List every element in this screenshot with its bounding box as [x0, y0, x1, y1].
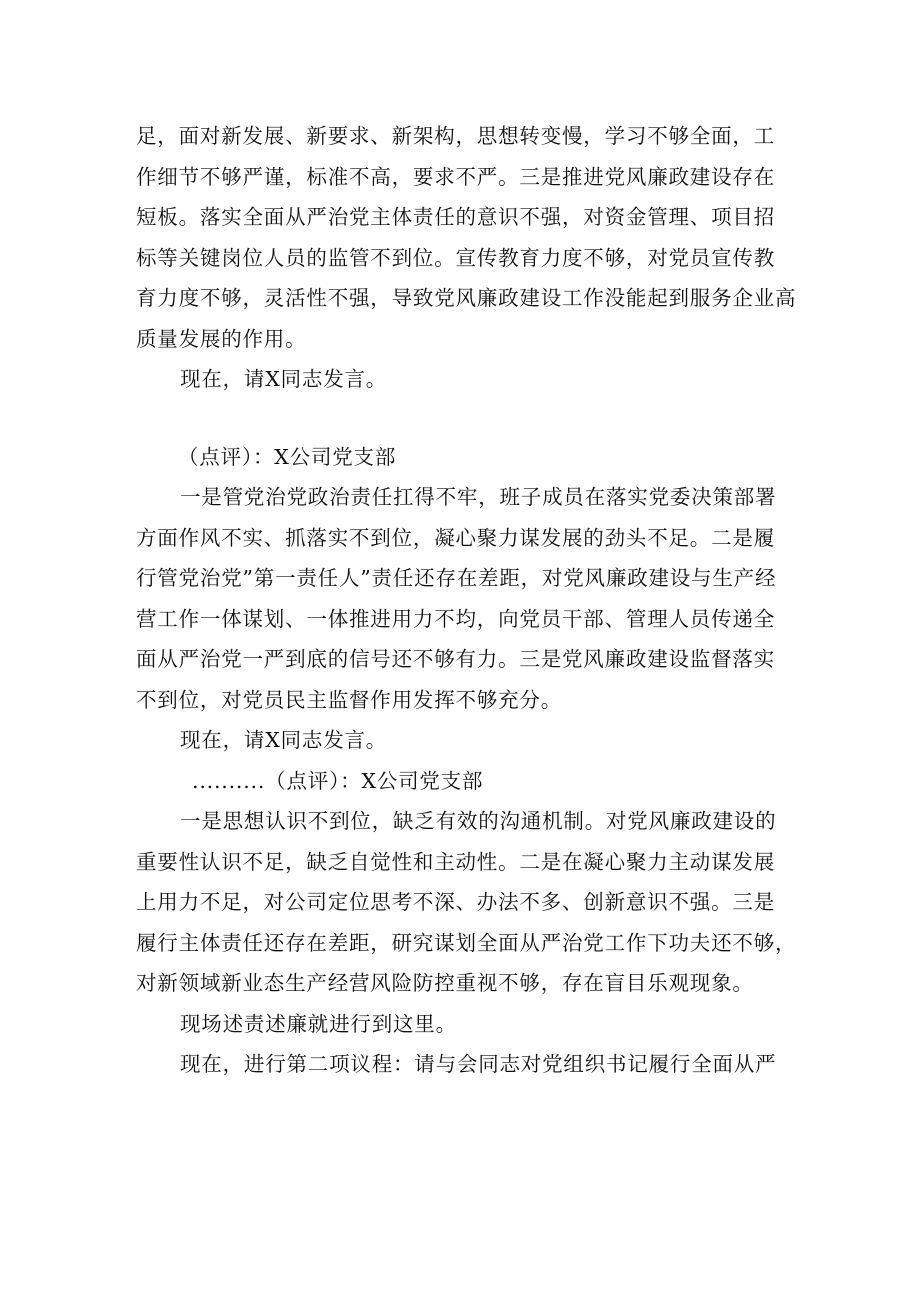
comment-1-line-4: 营工作一体谋划、一体推进用力不均，向党员干部、管理人员传递全	[136, 606, 775, 631]
comment-2-line-4: 履行主体责任还存在差距，研究谋划全面从严治党工作下功夫还不够，	[136, 930, 797, 955]
paragraph-line-1: 足，面对新发展、新要求、新架构，思想转变慢，学习不够全面，工	[136, 124, 775, 148]
comment-2-line-2: 重要性认识不足，缺乏自觉性和主动性。二是在凝心聚力主动谋发展	[136, 849, 775, 874]
comment-1-line-6: 不到位，对党员民主监督作用发挥不够充分。	[136, 687, 562, 712]
paragraph-line-4: 标等关键岗位人员的监管不到位。宣传教育力度不够，对党员宣传教	[136, 245, 775, 270]
comment-2-line-1: 一是思想认识不到位，缺乏有效的沟通机制。对党风廉政建设的	[180, 809, 777, 833]
comment-1-line-3: 行管党治党”第一责任人”责任还存在差距，对党风廉政建设与生产经	[136, 566, 777, 590]
comment-1-line-1: 一是管党治党政治责任扛得不牢，班子成员在落实党委决策部署	[180, 485, 777, 509]
agenda-line: 现在，进行第二项议程：请与会同志对党组织书记履行全面从严	[180, 1052, 777, 1076]
comment-1-line-2: 方面作风不实、抓落实不到位，凝心聚力谋发展的劲头不足。二是履	[136, 525, 775, 550]
paragraph-line-2: 作细节不够严谨，标准不高，要求不严。三是推进党风廉政建设存在	[136, 164, 775, 189]
comment-heading-1: （点评）：X公司党支部	[178, 444, 397, 469]
paragraph-line-6: 质量发展的作用。	[136, 326, 307, 351]
paragraph-line-3: 短板。落实全面从严治党主体责任的意识不强，对资金管理、项目招	[136, 205, 775, 229]
speaker-prompt-1: 现在，请X同志发言。	[180, 367, 388, 391]
document-body	[136, 116, 797, 1085]
paragraph-line-5: 育力度不够，灵活性不强，导致党风廉政建设工作没能起到服务企业高	[136, 286, 797, 310]
closing-line: 现场述责述廉就进行到这里。	[180, 1011, 457, 1036]
comment-2-line-5: 对新领域新业态生产经营风险防控重视不够，存在盲目乐观现象。	[136, 971, 754, 995]
comment-1-line-5: 面从严治党一严到底的信号还不够有力。三是党风廉政建设监督落实	[136, 647, 775, 671]
section-gap	[136, 400, 794, 437]
speaker-prompt-2: 现在，请X同志发言。	[180, 728, 388, 752]
comment-heading-2: ..........（点评）：X公司党支部	[192, 768, 484, 793]
comment-2-line-3: 上用力不足，对公司定位思考不深、办法不多、创新意识不强。三是	[136, 890, 775, 914]
